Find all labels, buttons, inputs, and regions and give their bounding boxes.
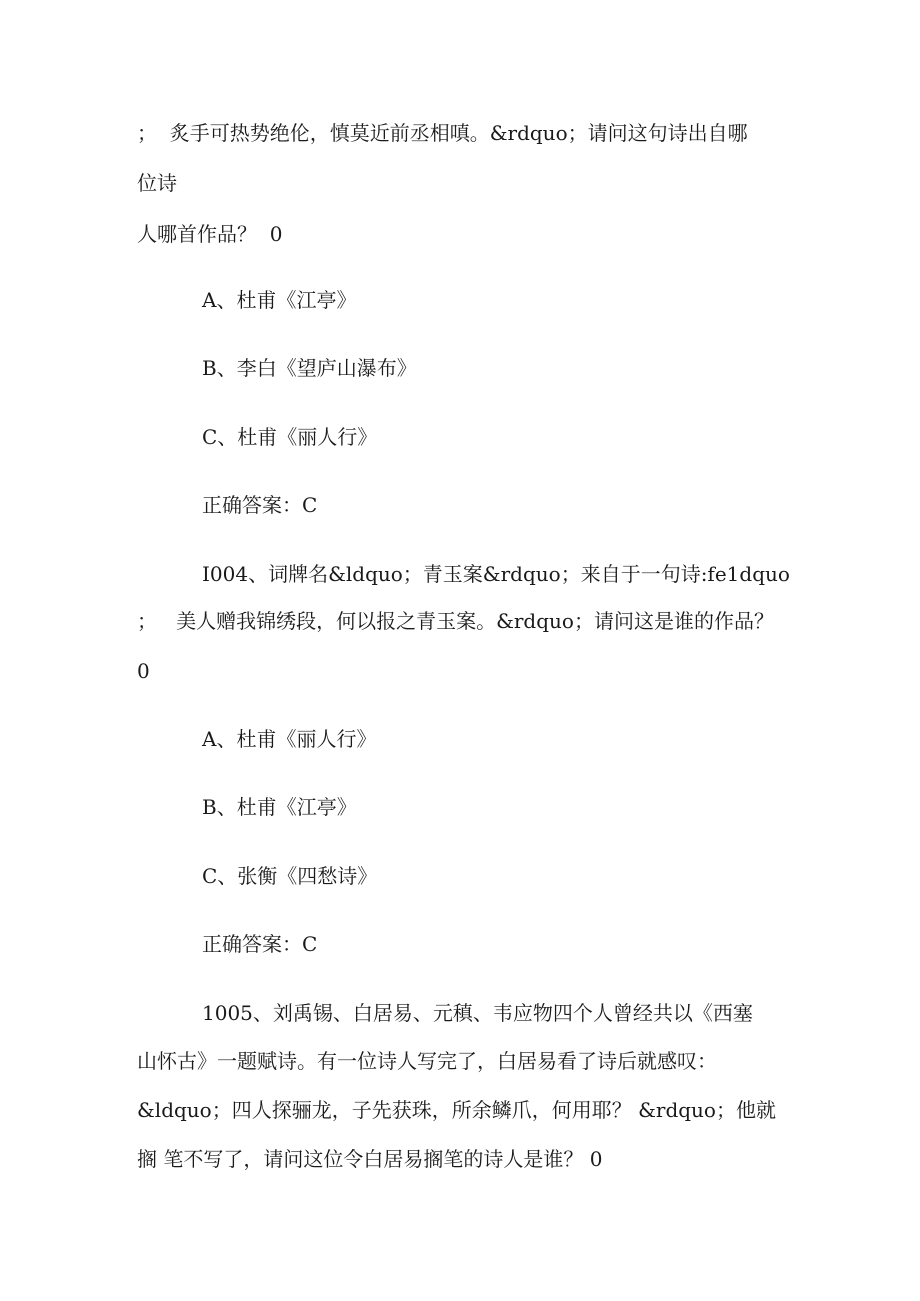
q1005-stem-line4: 搁 笔不写了，请问这位令白居易搁笔的诗人是谁？ 0 [137, 1147, 603, 1171]
q1004-answer: 正确答案：C [202, 932, 318, 956]
q1004-option-b: B、杜甫《江亭》 [202, 795, 357, 819]
q1003-option-c: C、杜甫《丽人行》 [202, 425, 378, 449]
q1005-stem-line1: 1005、刘禹锡、白居易、元稹、韦应物四个人曾经共以《西塞 [202, 1001, 753, 1025]
q1004-stem-line2: ； 美人赠我锦绣段，何以报之青玉案。&rdquo；请问这是谁的作品？ [137, 609, 774, 633]
q1003-stem-line1: ； 炙手可热势绝伦，慎莫近前丞相嗔。&rdquo；请问这句诗出自哪 [137, 121, 748, 145]
q1005-stem-line2: 山怀古》一题赋诗。有一位诗人写完了，白居易看了诗后就感叹： [137, 1049, 717, 1073]
q1003-stem-line3: 人哪首作品？ 0 [137, 222, 283, 246]
q1004-stem-line1: I004、词牌名&ldquo；青玉案&rdquo；来自于一句诗:fe1dquo [202, 562, 790, 586]
q1003-answer: 正确答案：C [202, 493, 318, 517]
q1003-option-b: B、李白《望庐山瀑布》 [202, 356, 417, 380]
q1004-option-c: C、张衡《四愁诗》 [202, 864, 378, 888]
q1004-option-a: A、杜甫《丽人行》 [202, 727, 377, 751]
q1005-stem-line3: &ldquo；四人探骊龙，子先获珠，所余鳞爪，何用耶？ &rdquo；他就 [137, 1098, 776, 1122]
q1004-stem-line3: 0 [137, 659, 150, 683]
q1003-stem-line2: 位诗 [137, 171, 177, 195]
q1003-option-a: A、杜甫《江亭》 [202, 288, 357, 312]
